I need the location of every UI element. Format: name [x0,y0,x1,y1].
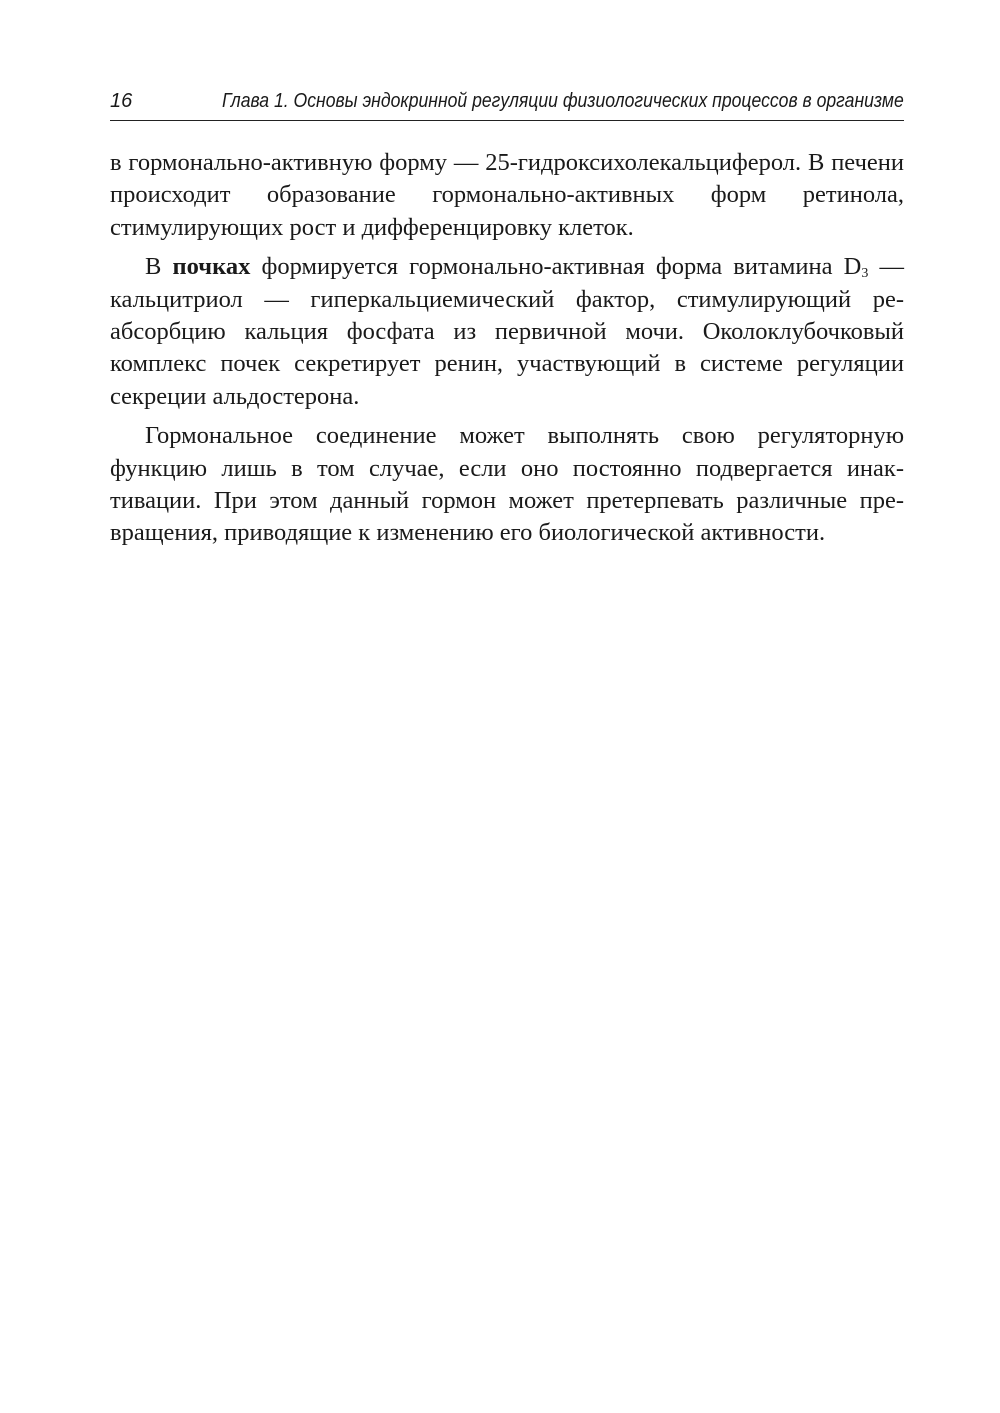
paragraph-2-post: — кальцитриол — гиперкальциемический фактор, стимулирующий реабсорбцию кальция фосфата из первичной мочи. Околоклубочковый комплекс почек секретирует ренин, участвующий в системе регуляции секреции альдостерона. [110,253,905,410]
term-kidneys: почках [172,253,251,281]
paragraph-2-pre: В [145,253,173,281]
paragraph-2 [110,251,904,413]
paragraph-1: в гормонально-активную форму — 25-гидроксихолекальциферол. В печени происходит образование гормонально-активных форм ретинола, стимулирующих рост и дифференцировку клеток. [110,149,904,241]
chapter-title: Глава 1. Основы эндокринной регуляции физиологических процессов в организме [222,90,904,112]
paragraph-3: Гормональное соединение может выполнять свою регуляторную функцию лишь в том случае, если оно постоянно подвергается инактивации. При этом данный гормон может претерпевать различные превращения, приводящие к изменению его биологической активности. [110,422,904,547]
running-header [110,86,904,121]
paragraph-2-mid: формируется гормонально-активная форма витамина D [250,253,862,281]
page-number: 16 [110,90,133,112]
vitamin-subscript: 3 [861,266,869,282]
body-text [110,147,904,557]
